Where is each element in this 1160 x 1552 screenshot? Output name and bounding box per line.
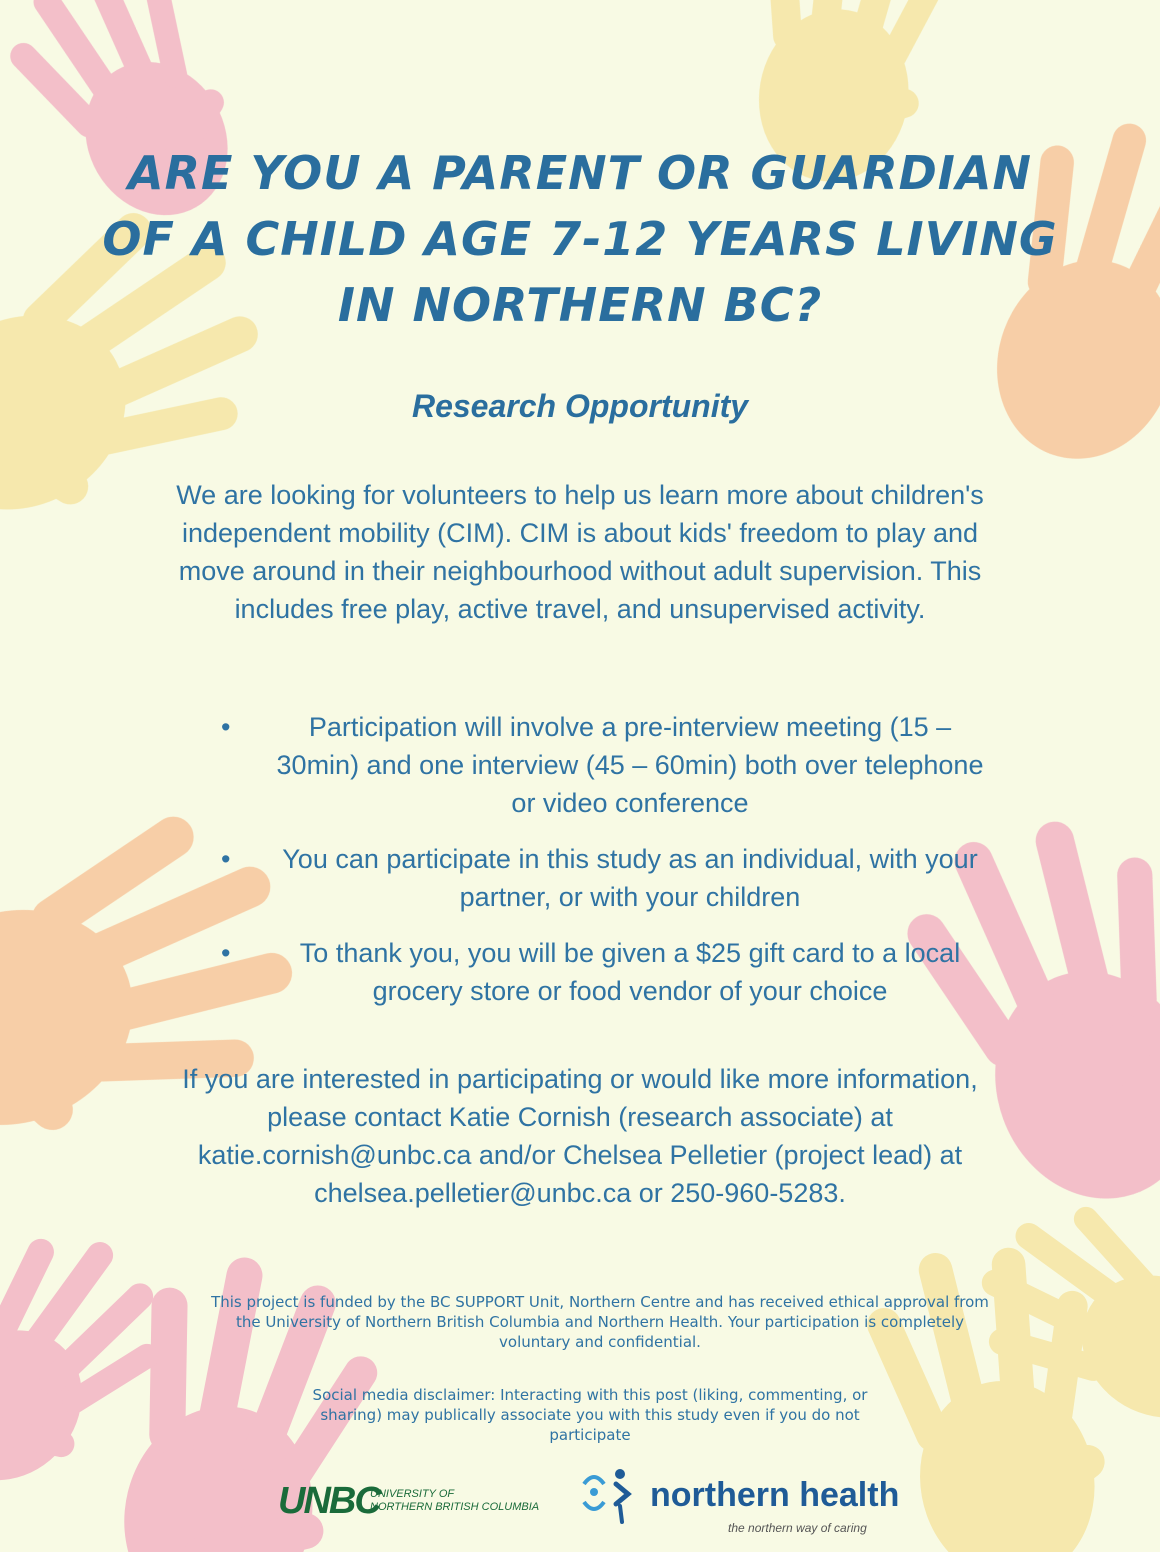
bullet-list [215,708,995,1028]
list-item [215,840,995,916]
social-media-disclaimer: Social media disclaimer: Interacting with this post (liking, commenting, or sharing) may publically associate you with this study even if you do not participate [312,1386,868,1444]
bullet-icon: • [221,938,231,968]
contact-paragraph: If you are interested in participating or would like more information, please contact Katie Cornish (research associate) at katie.cornish@unbc.ca and/or Chelsea Pelletier (project lead) at chelsea.pelletier@unbc.ca or 250-960-5283. [182,1064,978,1208]
subtitle: Research Opportunity [411,388,749,424]
headline-line-2: OF A CHILD AGE 7-12 YEARS LIVING [102,212,1058,266]
intro-paragraph: We are looking for volunteers to help us learn more about children's independent mobility (CIM). CIM is about kids' freedom to play and move around in their neighbourhood without adult supervision. This includes free play, active travel, and unsupervised activity. [176,480,984,624]
northern-health-logo [580,1458,920,1548]
bullet-text: To thank you, you will be given a $25 gift card to a local grocery store or food vendor of your choice [299,938,961,1006]
northern-health-icon [580,1462,640,1526]
headline [80,140,1080,338]
northern-health-name: northern health [650,1476,900,1514]
funding-note: This project is funded by the BC SUPPORT Unit, Northern Centre and has received ethical approval from the University of Northern British Columbia and Northern Health. Your participation is completely voluntary and confidential. [211,1293,989,1351]
headline-line-1: ARE YOU A PARENT OR GUARDIAN [127,146,1033,200]
headline-line-3: IN NORTHERN BC? [337,278,823,332]
logo-row [0,1458,1160,1548]
unbc-line-1: UNIVERSITY OF [370,1488,455,1500]
bullet-icon: • [221,712,231,742]
list-item [215,708,995,822]
unbc-logo [278,1470,578,1530]
unbc-line-2: NORTHERN BRITISH COLUMBIA [370,1501,540,1513]
list-item [215,934,995,1010]
bullet-icon: • [221,844,231,874]
northern-health-tagline: the northern way of caring [728,1521,867,1535]
unbc-wordmark [370,1488,539,1514]
bullet-text: Participation will involve a pre-interview meeting (15 – 30min) and one interview (45 – 60min) both over telephone or video conference [276,712,984,818]
unbc-mark: UNBC [278,1480,380,1522]
bullet-text: You can participate in this study as an individual, with your partner, or with your children [282,844,978,912]
